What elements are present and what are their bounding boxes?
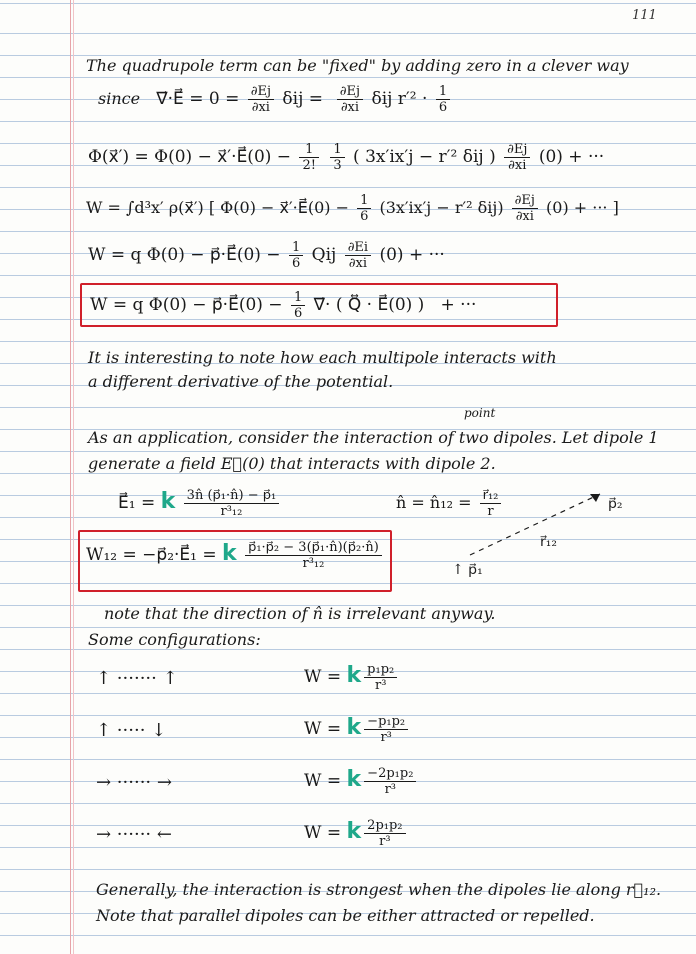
frac-num: ∂Ej	[248, 84, 274, 100]
frac-num: 1	[299, 142, 319, 158]
eq-part: W₁₂ = −p⃗₂·E⃗₁ =	[86, 545, 217, 565]
frac-den: r³₁₂	[302, 556, 325, 571]
separation-line	[470, 494, 600, 555]
separation-label: r⃗₁₂	[540, 534, 557, 550]
frac-den: ∂xi	[340, 100, 360, 115]
frac	[364, 766, 416, 797]
closing-line-2: Note that parallel dipoles can be either attracted or repelled.	[96, 906, 595, 925]
config-arrows: ↑ ······· ↑	[96, 668, 178, 689]
eq-part: (3x′ix′j − r′² δij)	[379, 198, 504, 217]
eq-part: Qij	[311, 245, 337, 265]
frac-den: r³	[374, 678, 387, 693]
frac-den: r³	[379, 834, 391, 849]
frac-num: p₁p₂	[364, 662, 397, 678]
frac-den: ∂xi	[251, 100, 270, 115]
frac-num: 1	[436, 84, 450, 100]
coulomb-constant: k	[346, 767, 362, 792]
frac-num: 1	[330, 142, 344, 158]
frac-den: r	[487, 504, 494, 519]
eq-part: Φ(x⃗′) = Φ(0) − x⃗′·E⃗(0) −	[88, 147, 292, 167]
dipole-2-label: p⃗₂	[608, 496, 623, 512]
delta-r-term: δij r′² ·	[371, 89, 428, 109]
eq-part: W =	[304, 667, 342, 687]
eq-part: W = q Φ(0) − p⃗·E⃗(0) −	[88, 245, 281, 265]
frac	[364, 714, 408, 745]
eq-part: n̂ = n̂₁₂ =	[396, 493, 472, 512]
frac-den: 6	[293, 306, 303, 321]
frac-num: ∂Ej	[512, 193, 538, 209]
eq-part: (0) + ··· ]	[546, 198, 619, 217]
page-number: 111	[632, 8, 657, 23]
config-arrows: → ······ →	[96, 772, 172, 793]
frac-den: 6	[360, 209, 369, 224]
eq-part: W =	[304, 823, 342, 843]
frac-den: ∂xi	[508, 158, 527, 173]
dipole-1-label: ↑ p⃗₁	[452, 562, 483, 578]
config-energy	[304, 818, 409, 849]
frac-num: r⃗₁₂	[480, 488, 502, 504]
frac-den: 3	[333, 158, 342, 173]
delta-term: δij =	[282, 89, 323, 109]
eq-part: W = ∫d³x′ ρ(x⃗′) [ Φ(0) − x⃗′·E⃗(0) −	[86, 198, 349, 217]
div-e-zero: ∇⃗·E⃗ = 0 =	[156, 89, 240, 109]
eq-part: + ···	[440, 295, 477, 315]
config-energy	[304, 714, 411, 745]
frac-den: 2!	[302, 158, 316, 173]
frac-num: −p₁p₂	[364, 714, 408, 730]
frac-num: ∂Ej	[337, 84, 363, 100]
frac-den: ∂xi	[348, 256, 367, 271]
frac-den: r³	[380, 730, 392, 745]
coulomb-constant: k	[346, 663, 362, 688]
frac-den: r³₁₂	[220, 504, 243, 519]
para-line-3: As an application, consider the interaction of two dipoles. Let dipole 1	[88, 428, 659, 447]
frac-num: 1	[357, 193, 371, 209]
eq-part: E⃗₁ =	[118, 493, 156, 513]
eq-part: (0) + ···	[538, 147, 605, 167]
frac-num: p⃗₁·p⃗₂ − 3(p⃗₁·n̂)(p⃗₂·n̂)	[245, 540, 382, 556]
frac-den: 6	[438, 100, 448, 115]
para-line-4: generate a field E⃗(0) that interacts with dipole 2.	[88, 454, 496, 473]
since-word: since	[98, 89, 141, 108]
frac	[364, 662, 397, 693]
coulomb-constant: k	[222, 541, 237, 566]
eq-part: W =	[304, 771, 342, 791]
coulomb-constant: k	[160, 489, 176, 514]
configs-heading: Some configurations:	[88, 630, 261, 649]
coulomb-constant: k	[346, 715, 362, 740]
frac-num: ∂Ei	[345, 240, 371, 256]
eq-part: (0) + ···	[379, 245, 445, 265]
intro-line: The quadrupole term can be "fixed" by adding zero in a clever way	[86, 56, 629, 75]
eq-part: ∇⃗· ( Q⃡ · E⃗(0) )	[313, 295, 425, 315]
frac-num: 3n̂ (p⃗₁·n̂) − p⃗₁	[184, 488, 280, 504]
frac-num: 2p₁p₂	[364, 818, 405, 834]
config-arrows: → ······ ←	[96, 824, 172, 845]
frac-den: ∂xi	[515, 209, 534, 224]
coulomb-constant: k	[346, 819, 362, 844]
config-energy	[304, 766, 419, 797]
frac-num: −2p₁p₂	[364, 766, 416, 782]
note-line: note that the direction of n̂ is irrelevant anyway.	[104, 604, 496, 623]
closing-line-1: Generally, the interaction is strongest when the dipoles lie along r⃗₁₂.	[96, 880, 662, 899]
para-line-2: a different derivative of the potential.	[88, 372, 394, 391]
eq-part: W =	[304, 719, 342, 739]
eq-part: W = q Φ(0) − p⃗·E⃗(0) −	[90, 295, 283, 315]
frac-num: 1	[291, 290, 305, 306]
frac-num: ∂Ej	[504, 142, 530, 158]
config-arrows: ↑ ····· ↓	[96, 720, 167, 741]
para-line-1: It is interesting to note how each multipole interacts with	[88, 348, 557, 367]
config-energy	[304, 662, 400, 693]
eq-part: ( 3x′ix′j − r′² δij )	[353, 147, 496, 167]
frac-den: r³	[384, 782, 396, 797]
frac-num: 1	[289, 240, 303, 256]
frac-den: 6	[291, 256, 301, 271]
point-label: point	[464, 406, 496, 420]
frac	[364, 818, 405, 849]
